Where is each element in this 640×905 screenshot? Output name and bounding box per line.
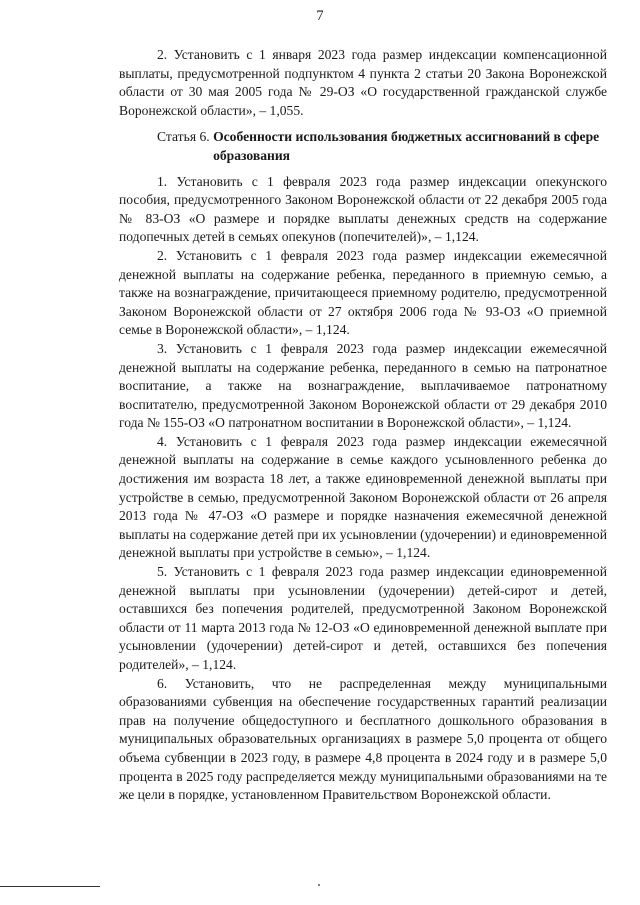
- article-title: Особенности использования бюджетных ассигнований в сфере образования: [213, 129, 600, 163]
- scan-artifact-dot: [318, 884, 320, 886]
- article-6-heading: [119, 128, 607, 165]
- paragraph-5-adoption-lump-sum: 5. Установить с 1 февраля 2023 года размер индексации единовременной денежной выплаты при усыновлении (удочерении) детей-сирот и детей, оставшихся без попечения родителей, предусмотренной Законом Воронежской области от 11 марта 2013 года № 12-ОЗ «О единовременной денежной выплате при усыновлении (удочерении) детей-сирот и детей, оставшихся без попечения родителей», – 1,124.: [119, 564, 607, 672]
- paragraph-4-adopted-child-payment: 4. Установить с 1 февраля 2023 года размер индексации ежемесячной денежной выплаты на содержание в семье каждого усыновленного ребенка до достижения им возраста 18 лет, а также единовременной денежной выплаты при устройстве в семью, предусмотренной Законом Воронежской области от 26 апреля 2013 года № 47-ОЗ «О размере и порядке назначения ежемесячной денежной выплаты на содержание детей при их усыновлении (удочерении) и единовременной денежной выплаты при устройстве в семью», – 1,124.: [119, 433, 607, 561]
- document-body: [119, 46, 607, 805]
- article-label: Статья 6.: [157, 129, 214, 145]
- paragraph-1-guardianship-allowance: 1. Установить с 1 февраля 2023 года размер индексации опекунского пособия, предусмотренного Законом Воронежской области от 22 декабря 2005 года № 83-ОЗ «О размере и порядке выплаты денежных средств на содержание подопечных детей в семьях опекунов (попечителей)», – 1,124.: [119, 173, 607, 245]
- paragraph-3-patronage-payment: 3. Установить с 1 февраля 2023 года размер индексации ежемесячной денежной выплаты на содержание ребенка, переданного в семью на патронатное воспитание, а также на вознаграждение, выплачиваемое патронатному воспитателю, предусмотренной Законом Воронежской области от 29 декабря 2010 года № 155-ОЗ «О патронатном воспитании в Воронежской области», – 1,124.: [119, 340, 607, 431]
- footnote-rule: [0, 886, 100, 887]
- paragraph-6-subvention-distribution: 6. Установить, что не распределенная между муниципальными образованиями субвенция на обеспечение государственных гарантий реализации прав на получение общедоступного и бесплатного дошкольного образования в муниципальных образовательных организациях в размере 5,0 процента от общего объема субвенции в 2023 году, в размере 4,8 процента в 2024 году и в размере 5,0 процента в 2025 году распределяется между муниципальными образованиями на те же цели в порядке, установленном Правительством Воронежской области.: [119, 675, 607, 803]
- paragraph-2-foster-family-payment: 2. Установить с 1 февраля 2023 года размер индексации ежемесячной денежной выплаты на содержание ребенка, переданного в приемную семью, а также на вознаграждение, причитающееся приемному родителю, предусмотренной Законом Воронежской области от 27 октября 2006 года № 93-ОЗ «О приемной семье в Воронежской области», – 1,124.: [119, 247, 607, 338]
- page-number: 7: [316, 8, 324, 24]
- paragraph-2-indexation-compensation: 2. Установить с 1 января 2023 года размер индексации компенсационной выплаты, предусмотренной подпунктом 4 пункта 2 статьи 20 Закона Воронежской области от 30 мая 2005 года № 29-ОЗ «О государственной гражданской службе Воронежской области», – 1,055.: [119, 47, 607, 118]
